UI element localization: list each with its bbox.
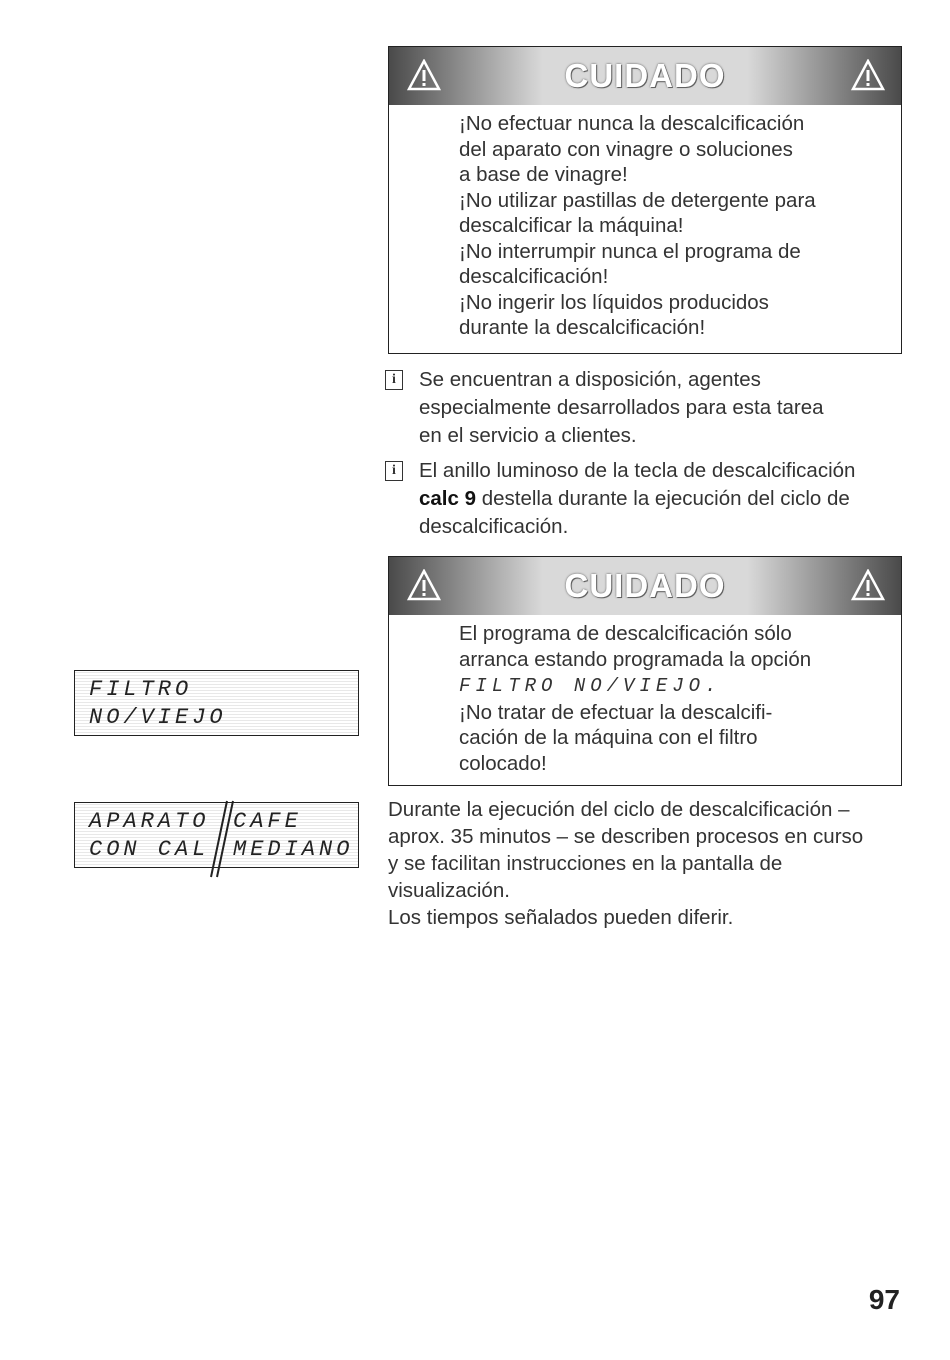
calc-key-label: calc 9 — [419, 487, 476, 510]
info-line: descalcificación. — [419, 515, 569, 538]
body-line: Durante la ejecución del ciclo de descalcificación – — [388, 798, 850, 821]
warning-line: a base de vinagre! — [459, 163, 628, 186]
info-line: Se encuentran a disposición, agentes — [419, 368, 761, 391]
lcd-display-aparato — [74, 802, 359, 868]
info-icon: i — [385, 370, 403, 390]
lcd-display-filtro — [74, 670, 359, 736]
info-line-rest: destella durante la ejecución del ciclo de — [476, 487, 850, 510]
body-line: Los tiempos señalados pueden diferir. — [388, 906, 734, 929]
warning-triangle-icon — [851, 59, 885, 91]
info-line — [419, 485, 905, 513]
warning-body — [389, 105, 901, 347]
body-line: aprox. 35 minutos – se describen procesos en curso — [388, 825, 864, 848]
info-line: especialmente desarrollados para esta tarea — [419, 396, 824, 419]
warning-line: ¡No tratar de efectuar la descalcifi- — [459, 700, 773, 724]
lcd-line-1-left: APARATO — [89, 809, 210, 834]
info-line: El anillo luminoso de la tecla de descalcificación — [419, 459, 856, 482]
info-line: en el servicio a clientes. — [419, 424, 637, 447]
warning-line: descalcificar la máquina! — [459, 214, 684, 237]
lcd-line-2-right: MEDIANO — [233, 837, 354, 862]
info-text — [419, 457, 905, 541]
warning-line: El programa de descalcificación sólo — [459, 622, 792, 645]
warning-line: ¡No ingerir los líquidos producidos — [459, 290, 769, 314]
warning-line: durante la descalcificación! — [459, 316, 706, 339]
lcd-line-2-left: CON CAL — [89, 837, 210, 862]
warning-box-1 — [388, 46, 902, 354]
warning-title: CUIDADO — [564, 567, 726, 604]
body-line: y se facilitan instrucciones en la pantalla de — [388, 852, 783, 875]
body-line: visualización. — [388, 879, 510, 902]
lcd-line-1: FILTRO — [89, 677, 193, 702]
lcd-line-1-right: CAFE — [233, 809, 302, 834]
lcd-line-2: NO/VIEJO — [89, 705, 227, 730]
warning-line: ¡No utilizar pastillas de detergente para — [459, 188, 816, 212]
warning-header — [389, 557, 901, 615]
warning-line: ¡No interrumpir nunca el programa de — [459, 239, 801, 263]
warning-line: descalcificación! — [459, 265, 609, 288]
warning-line — [459, 672, 891, 700]
warning-line: colocado! — [459, 751, 547, 775]
warning-header — [389, 47, 901, 105]
info-text — [419, 366, 905, 450]
warning-line: ¡No efectuar nunca la descalcificación — [459, 112, 805, 135]
warning-line: arranca estando programada la opción — [459, 647, 812, 671]
warning-box-2 — [388, 556, 902, 786]
display-text-inline: FILTRO NO/VIEJO. — [459, 675, 722, 697]
warning-triangle-icon — [407, 59, 441, 91]
warning-line: cación de la máquina con el filtro — [459, 726, 758, 749]
info-note-1 — [385, 366, 905, 450]
warning-body — [389, 615, 901, 782]
info-note-2 — [385, 457, 905, 541]
display-separator-slashes — [203, 799, 237, 879]
page-number: 97 — [868, 1284, 900, 1315]
warning-title: CUIDADO — [564, 57, 726, 94]
warning-triangle-icon — [407, 569, 441, 601]
warning-triangle-icon — [851, 569, 885, 601]
warning-line: del aparato con vinagre o soluciones — [459, 137, 793, 161]
body-paragraph — [388, 796, 908, 931]
info-icon: i — [385, 461, 403, 481]
